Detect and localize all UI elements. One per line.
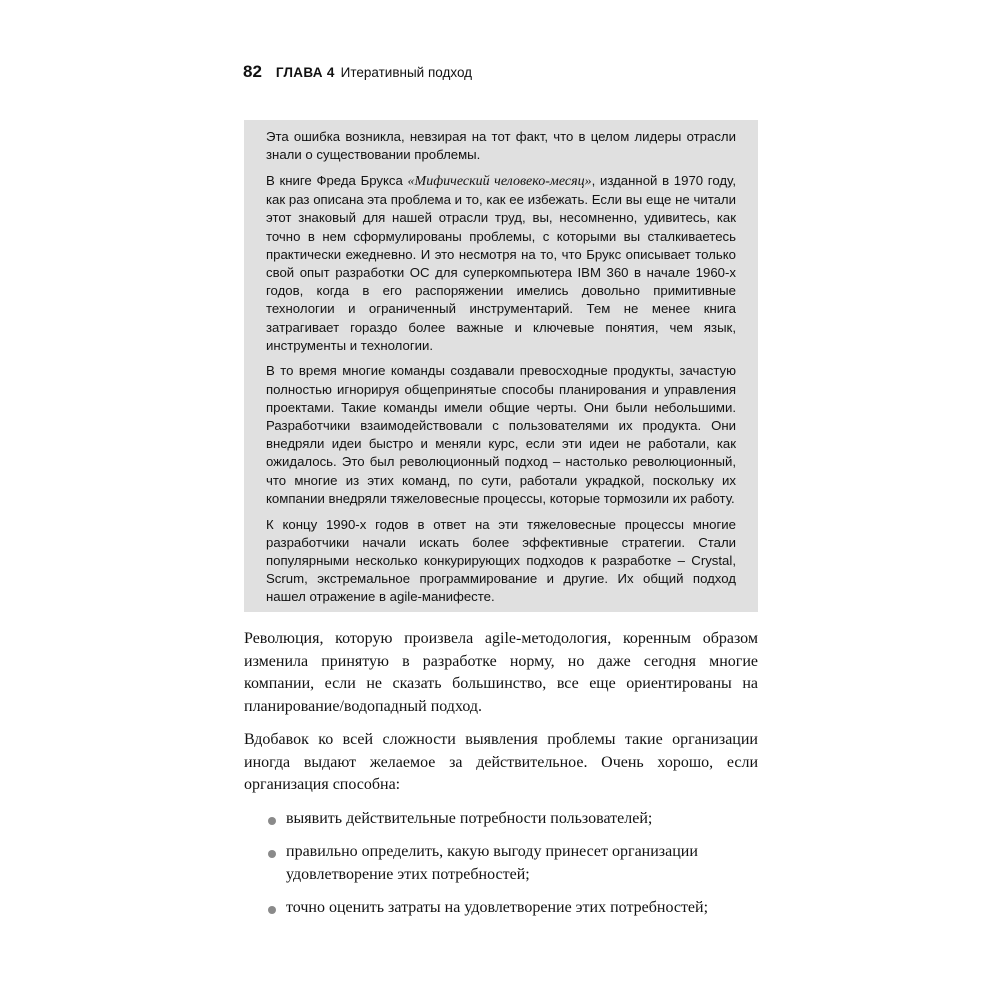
main-text [244,628,758,931]
bullet-item-text: точно оценить затраты на удовлетворение этих потребностей; [286,899,709,916]
sidebar-paragraph-1: Эта ошибка возникла, невзирая на тот факт, что в целом лидеры отрасли знали о существовании проблемы. [266,129,736,163]
sidebar-box [244,120,758,612]
chapter-label: ГЛАВА 4 [275,65,335,80]
body-paragraph-2: Вдобавок ко всей сложности выявления проблемы такие организации иногда выдают желаемое за действительное. Очень хорошо, если организация способна: [244,731,758,793]
sidebar-paragraph-2-rest: , изданной в 1970 году, как раз описана эта проблема и то, как ее избежать. Если вы еще не читали этот знаковый для нашей отрасли труд, вы, несомненно, удивитесь, как точно в нем сформулированы проблемы, с которыми вы сталкиваетесь практически ежедневно. И это несмотря на то, что Брукс описывает только свой опыт разработки ОС для суперкомпьютера IBM 360 в начале 1960-х годов, когда в его распоряжении имелись довольно примитивные технологии и ограниченный инструментарий. Тем не менее книга затрагивает гораздо более важные и ключевые понятия, чем язык, инструменты и технологии. [266,172,736,353]
sidebar-paragraph-3: В то время многие команды создавали превосходные продукты, зачастую полностью игнорируя общепринятые способы планирования и управления проектами. Такие команды имели общие черты. Они были небольшими. Разработчики взаимодействовали с пользователями их продукта. Они внедряли идеи быстро и меняли курс, если эти идеи не работали, как ожидалось. Это был революционный подход – настолько революционный, что многие из этих команд, по сути, работали украдкой, поскольку их компании внедряли тяжеловесные процессы, которые тормозили их работу. [266,363,736,506]
bullet-item-text: выявить действительные потребности пользователей; [286,809,653,827]
bullet-item-text: правильно определить, какую выгоду принесет организации удовлетворение этих потребностей; [286,843,698,883]
bullet-dot-icon [268,850,276,858]
bullet-item [244,808,758,831]
bullet-item [244,841,758,886]
bullet-list [244,808,758,920]
body-paragraph-1: Революция, которую произвела agile-методология, коренным образом изменила принятую в разработке норму, но даже сегодня многие компании, если не сказать большинство, все еще ориентированы на планирование/водопадный подход. [244,630,758,715]
sidebar-paragraph-2 [266,172,736,355]
running-header [243,62,472,86]
bullet-dot-icon [268,906,276,914]
sidebar-paragraph-4: К концу 1990-х годов в ответ на эти тяжеловесные процессы многие разработчики начали искать более эффективные стратегии. Стали популярными несколько конкурирующих подходов к разработке – Crystal, Scrum, экстремальное программирование и другие. Их общий подход нашел отражение в agile-манифесте. [266,516,736,605]
page-number: 82 [243,62,262,81]
sidebar-paragraph-2-intro: В книге Фреда Брукса [266,172,408,188]
bullet-dot-icon [268,817,276,825]
book-title: «Мифический человеко-месяц» [407,173,592,189]
bullet-item [244,897,758,920]
chapter-title: Итеративный подход [340,65,473,80]
